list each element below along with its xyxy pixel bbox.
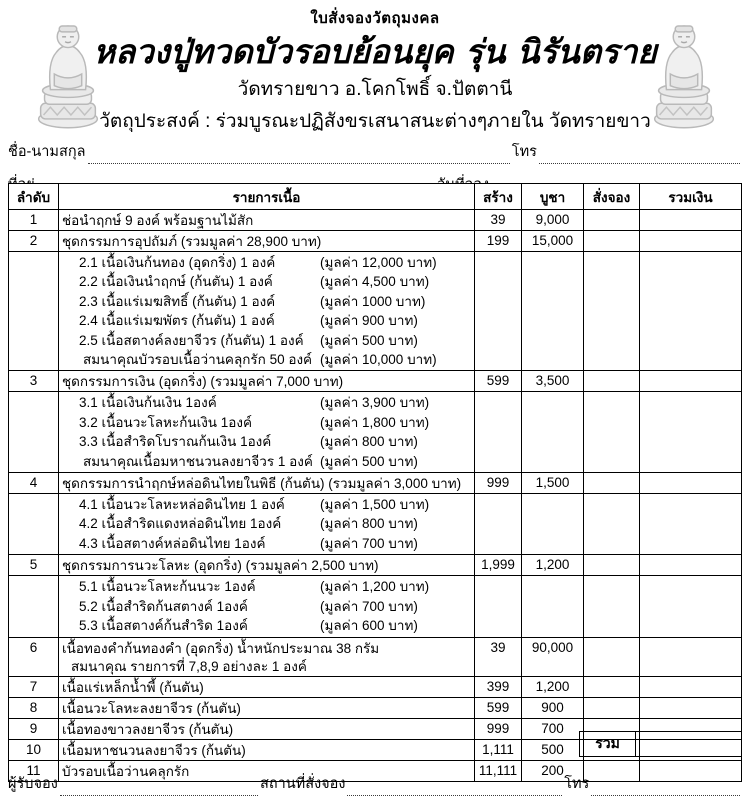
amulet-photo-left <box>24 12 112 132</box>
item-description-cell <box>58 252 474 370</box>
phone-input-line[interactable] <box>539 149 740 164</box>
price-cell: 90,000 <box>521 638 583 676</box>
col-header-price: บูชา <box>521 184 583 209</box>
sub-items-row <box>9 251 741 370</box>
col-header-amount: รวมเงิน <box>639 184 741 209</box>
amount-cell[interactable] <box>639 638 741 676</box>
sub-item-line: 3.3 เนื้อสำริดโบราณก้นเงิน 1องค์ (มูลค่า 800 บาท) <box>79 434 418 450</box>
row-index-cell: 4 <box>29 475 38 491</box>
total-box <box>579 731 742 757</box>
item-description-cell <box>58 677 474 697</box>
form-footer <box>8 772 742 805</box>
price-cell: 3,500 <box>521 371 583 391</box>
price-cell <box>521 392 583 472</box>
name-input-line[interactable] <box>88 149 510 164</box>
footer-phone-label: โทร <box>564 776 590 792</box>
sub-item-line: 5.1 เนื้อนวะโลหะก้นนวะ 1องค์ (มูลค่า 1,200 บาท) <box>79 579 430 595</box>
sub-item-line: 4.1 เนื้อนวะโลหะหล่อดินไทย 1 องค์ (มูลค่า 1,500 บาท) <box>79 497 430 513</box>
amount-cell[interactable] <box>639 252 741 370</box>
made-qty-cell <box>474 252 521 370</box>
row-index-cell <box>9 392 58 472</box>
made-qty-cell: 199 <box>474 231 521 251</box>
amount-cell[interactable] <box>639 210 741 230</box>
item-description-cell <box>58 576 474 636</box>
made-qty-cell: 39 <box>474 210 521 230</box>
table-row <box>9 370 741 391</box>
price-cell: 9,000 <box>521 210 583 230</box>
price-cell <box>521 252 583 370</box>
price-cell: 900 <box>521 698 583 718</box>
row-index-cell: 2 <box>29 233 38 248</box>
row-index-cell: 3 <box>29 373 38 389</box>
item-description-text: ช่อนำฤกษ์ 9 องค์ พร้อมฐานไม้สัก <box>62 213 254 228</box>
sub-item-line: 5.3 เนื้อสตางค์ก้นสำริด 1องค์ (มูลค่า 600 บาท) <box>79 618 418 634</box>
sub-item-line: 3.2 เนื้อนวะโลหะก้นเงิน 1องค์ (มูลค่า 1,800 บาท) <box>79 414 430 430</box>
amount-cell[interactable] <box>639 576 741 636</box>
sub-items-row <box>9 575 741 636</box>
amount-cell[interactable] <box>639 371 741 391</box>
sub-items-row <box>9 391 741 472</box>
amount-cell[interactable] <box>639 555 741 575</box>
item-description-text: เนื้อแร่เหล็กน้ำพี้ (ก้นตัน) <box>62 679 204 695</box>
row-index-cell: 5 <box>29 557 38 573</box>
row-index-cell: 6 <box>29 639 38 655</box>
sub-item-line: 2.1 เนื้อเงินก้นทอง (อุดกริ่ง) 1 องค์ (มูลค่า 12,000 บาท) <box>79 255 437 270</box>
sub-item-line: 2.2 เนื้อเงินนำฤกษ์ (ก้นตัน) 1 องค์ (มูลค่า 4,500 บาท) <box>79 274 430 290</box>
table-row <box>9 472 741 493</box>
row-index-cell: 11 <box>26 762 41 778</box>
total-label: รวม <box>580 732 636 756</box>
amount-cell[interactable] <box>639 698 741 718</box>
table-row <box>9 637 741 676</box>
item-description-text: บัวรอบเนื้อว่านคลุกรัก <box>62 763 190 779</box>
col-header-index: ลำดับ <box>16 190 51 205</box>
item-description-text: เนื้อทองขาวลงยาจีวร (ก้นตัน) <box>62 721 234 737</box>
amount-cell[interactable] <box>639 677 741 697</box>
amount-cell[interactable] <box>639 392 741 472</box>
item-description-text: ชุดกรรมการอุปถัมภ์ (รวมมูลค่า 28,900 บาท) <box>62 234 322 249</box>
receiver-input-line[interactable] <box>60 781 258 796</box>
item-description-cell <box>58 473 474 493</box>
item-description-cell <box>58 210 474 230</box>
order-qty-cell[interactable] <box>583 638 639 676</box>
made-qty-cell: 39 <box>474 638 521 676</box>
item-description-cell <box>58 392 474 472</box>
amount-cell[interactable] <box>639 494 741 554</box>
price-cell: 500 <box>521 740 583 760</box>
amount-cell[interactable] <box>639 231 741 251</box>
col-header-order-qty: สั่งจอง <box>583 184 639 209</box>
item-bonus-text: สมนาคุณ รายการที่ 7,8,9 อย่างละ 1 องค์ <box>71 658 307 674</box>
item-description-cell <box>58 719 474 739</box>
made-qty-cell: 1,111 <box>474 740 521 760</box>
price-cell <box>521 494 583 554</box>
price-cell: 700 <box>521 719 583 739</box>
item-description-cell <box>58 740 474 760</box>
made-qty-cell: 599 <box>474 371 521 391</box>
order-qty-cell[interactable] <box>583 555 639 575</box>
table-row <box>9 230 741 251</box>
order-place-label: สถานที่สั่งจอง <box>260 776 346 792</box>
table-row <box>9 697 741 718</box>
sub-item-line: 5.2 เนื้อสำริดก้นสตางค์ 1องค์ (มูลค่า 700 บาท) <box>79 598 418 614</box>
row-index-cell: 7 <box>29 678 38 694</box>
row-index-cell <box>9 576 58 636</box>
sub-item-line: 2.4 เนื้อแร่เมฆพัตร (ก้นตัน) 1 องค์ (มูลค่า 900 บาท) <box>79 313 418 329</box>
item-description-cell <box>58 698 474 718</box>
sub-item-line: 2.5 เนื้อสตางค์ลงยาจีวร (ก้นตัน) 1 องค์ (มูลค่า 500 บาท) <box>79 332 418 348</box>
phone-label: โทร <box>511 144 537 160</box>
made-qty-cell: 999 <box>474 719 521 739</box>
item-description-text: ชุดกรรมการเงิน (อุดกริ่ง) (รวมมูลค่า 7,000 บาท) <box>62 374 344 390</box>
price-cell <box>521 576 583 636</box>
item-description-cell <box>58 555 474 575</box>
item-description-text: ชุดกรรมการนวะโลหะ (อุดกริ่ง) (รวมมูลค่า 2,500 บาท) <box>62 558 379 574</box>
row-index-cell: 1 <box>29 212 38 227</box>
sub-item-line: 4.2 เนื้อสำริดแดงหล่อดินไทย 1องค์ (มูลค่า 800 บาท) <box>79 516 418 532</box>
table-row <box>9 554 741 575</box>
sub-item-line: 2.3 เนื้อแร่เมฆสิทธิ์ (ก้นตัน) 1 องค์ (มูลค่า 1000 บาท) <box>79 293 426 309</box>
row-index-cell: 8 <box>29 699 38 715</box>
item-description-cell <box>58 494 474 554</box>
item-description-text: ชุดกรรมการนำฤกษ์หล่อดินไทยในพิธี (ก้นตัน) (รวมมูลค่า 3,000 บาท) <box>62 476 462 492</box>
form-title: ใบสั่งจองวัตถุมงคล <box>310 10 440 27</box>
item-description-text: เนื้อมหาชนวนลงยาจีวร (ก้นตัน) <box>62 742 246 758</box>
footer-phone-input-line[interactable] <box>591 781 740 796</box>
order-qty-cell[interactable] <box>583 494 639 554</box>
row-index-cell <box>9 252 58 370</box>
price-cell: 1,500 <box>521 473 583 493</box>
order-qty-cell[interactable] <box>583 371 639 391</box>
order-place-input-line[interactable] <box>347 781 562 796</box>
order-qty-cell[interactable] <box>583 210 639 230</box>
temple-line: วัดทรายขาว อ.โคกโพธิ์ จ.ปัตตานี <box>237 79 513 101</box>
order-qty-cell[interactable] <box>583 677 639 697</box>
receiver-label: ผู้รับจอง <box>8 776 58 792</box>
made-qty-cell: 11,111 <box>474 761 521 781</box>
sub-item-line: สมนาคุณเนื้อมหาชนวนลงยาจีวร 1 องค์ (มูลค่า 500 บาท) <box>83 453 418 469</box>
sub-item-line: 4.3 เนื้อสตางค์หล่อดินไทย 1องค์ (มูลค่า 700 บาท) <box>79 535 418 551</box>
made-qty-cell <box>474 392 521 472</box>
main-title: หลวงปู่ทวดบัวรอบย้อนยุค รุ่น นิรันตราย <box>93 32 657 71</box>
sub-item-line: สมนาคุณบัวรอบเนื้อว่านคลุกรัก 50 องค์ (มูลค่า 10,000 บาท) <box>83 352 437 368</box>
amulet-photo-right <box>640 12 728 132</box>
price-cell: 15,000 <box>521 231 583 251</box>
made-qty-cell <box>474 494 521 554</box>
made-qty-cell: 599 <box>474 698 521 718</box>
table-row <box>9 209 741 230</box>
col-header-item: รายการเนื้อ <box>58 184 474 209</box>
row-index-cell <box>9 494 58 554</box>
receiver-line <box>8 772 742 796</box>
item-description-text: เนื้อทองคำก้นทองคำ (อุดกริ่ง) น้ำหนักประมาณ 38 กรัม <box>62 640 380 656</box>
total-amount-cell[interactable] <box>636 732 741 756</box>
made-qty-cell: 399 <box>474 677 521 697</box>
sub-item-line: 3.1 เนื้อเงินก้นเงิน 1องค์ (มูลค่า 3,900 บาท) <box>79 395 430 411</box>
order-table <box>8 183 742 782</box>
row-index-cell: 9 <box>29 720 38 736</box>
item-description-cell <box>58 371 474 391</box>
price-cell: 200 <box>521 761 583 781</box>
sub-items-row <box>9 493 741 554</box>
purpose-line: วัตถุประสงค์ : ร่วมบูรณะปฏิสังขรเสนาสนะต่างๆภายใน วัดทรายขาว <box>99 111 651 133</box>
order-qty-cell[interactable] <box>583 252 639 370</box>
name-label: ชื่อ-นามสกุล <box>8 144 86 160</box>
order-qty-cell[interactable] <box>583 231 639 251</box>
name-phone-line <box>8 140 742 164</box>
form-header <box>0 6 750 136</box>
made-qty-cell: 1,999 <box>474 555 521 575</box>
order-qty-cell[interactable] <box>583 473 639 493</box>
item-description-cell <box>58 231 474 251</box>
amount-cell[interactable] <box>639 473 741 493</box>
made-qty-cell <box>474 576 521 636</box>
order-qty-cell[interactable] <box>583 576 639 636</box>
price-cell: 1,200 <box>521 677 583 697</box>
item-description-text: เนื้อนวะโลหะลงยาจีวร (ก้นตัน) <box>62 700 241 716</box>
item-description-cell <box>58 638 474 676</box>
table-row <box>9 676 741 697</box>
made-qty-cell: 999 <box>474 473 521 493</box>
row-index-cell: 10 <box>25 741 42 757</box>
col-header-made-qty: สร้าง <box>474 184 521 209</box>
table-header-row <box>9 184 741 209</box>
order-qty-cell[interactable] <box>583 698 639 718</box>
order-qty-cell[interactable] <box>583 392 639 472</box>
price-cell: 1,200 <box>521 555 583 575</box>
